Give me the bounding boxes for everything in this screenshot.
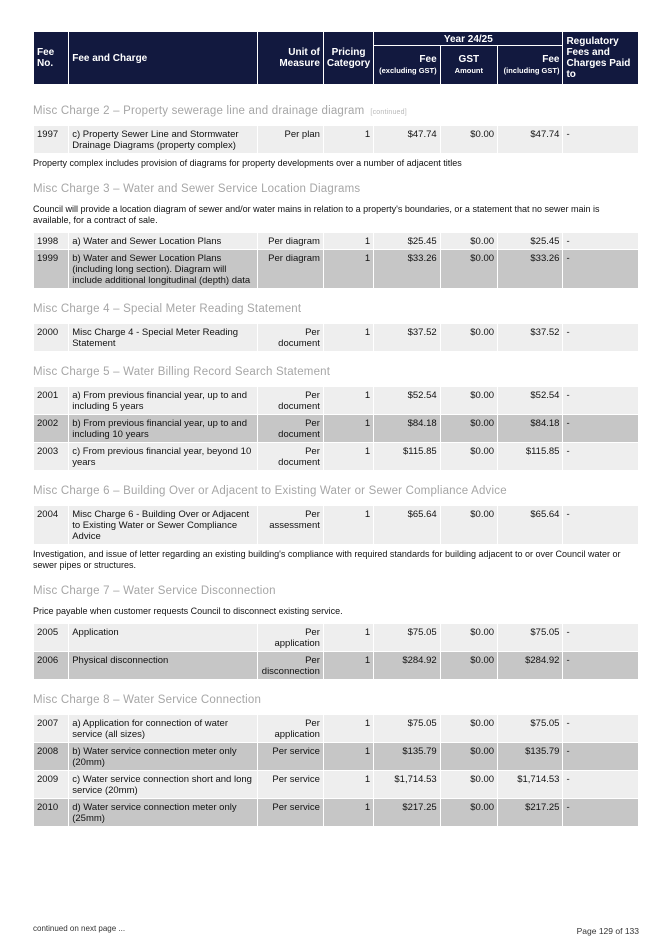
table-row xyxy=(34,233,638,249)
unit-cell: Per document xyxy=(258,387,322,414)
regulatory-cell: - xyxy=(563,415,638,442)
fee-no-cell: 2000 xyxy=(34,324,68,351)
unit-cell: Per service xyxy=(258,799,322,826)
fee-schedule-page xyxy=(33,31,639,827)
category-cell: 1 xyxy=(324,324,373,351)
fee-table xyxy=(33,232,639,289)
fee-excl-cell: $217.25 xyxy=(374,799,439,826)
fee-excl-cell: $25.45 xyxy=(374,233,439,249)
fee-excl-cell: $1,714.53 xyxy=(374,771,439,798)
regulatory-cell: - xyxy=(563,743,638,770)
regulatory-cell: - xyxy=(563,324,638,351)
category-cell: 1 xyxy=(324,126,373,153)
fee-no-cell: 2010 xyxy=(34,799,68,826)
fee-incl-cell: $135.79 xyxy=(498,743,562,770)
table-row xyxy=(34,324,638,351)
unit-cell: Per diagram xyxy=(258,250,322,288)
description-cell: Physical disconnection xyxy=(69,652,257,679)
fee-excl-cell: $75.05 xyxy=(374,624,439,651)
section-title xyxy=(33,483,639,499)
regulatory-cell: - xyxy=(563,506,638,544)
section-title xyxy=(33,103,639,119)
unit-cell: Per service xyxy=(258,743,322,770)
unit-cell: Per document xyxy=(258,324,322,351)
section-title-text: Misc Charge 5 – Water Billing Record Search Statement xyxy=(33,366,331,378)
regulatory-cell: - xyxy=(563,771,638,798)
fee-incl-cell: $25.45 xyxy=(498,233,562,249)
header-table xyxy=(33,31,639,85)
gst-cell: $0.00 xyxy=(441,250,497,288)
fee-incl-cell: $284.92 xyxy=(498,652,562,679)
section-note: Price payable when customer requests Council to disconnect existing service. xyxy=(33,606,343,616)
section-title xyxy=(33,692,639,708)
category-cell: 1 xyxy=(324,233,373,249)
fee-no-cell: 2005 xyxy=(34,624,68,651)
col-gst xyxy=(441,46,497,84)
fee-no-cell: 2002 xyxy=(34,415,68,442)
col-fee-incl-label: Fee xyxy=(542,54,560,65)
fee-incl-cell: $33.26 xyxy=(498,250,562,288)
page-number: Page 129 of 133 xyxy=(576,926,639,936)
section-title-text: Misc Charge 4 – Special Meter Reading Statement xyxy=(33,303,302,315)
fee-no-cell: 2007 xyxy=(34,715,68,742)
regulatory-cell: - xyxy=(563,715,638,742)
description-cell: d) Water service connection meter only (25mm) xyxy=(69,799,257,826)
col-fee-incl-sub: (including GST) xyxy=(503,66,560,75)
fee-no-cell: 1998 xyxy=(34,233,68,249)
category-cell: 1 xyxy=(324,443,373,470)
col-regulatory: Regulatory Fees and Charges Paid to xyxy=(563,32,638,84)
sections-container xyxy=(33,103,639,827)
unit-cell: Per plan xyxy=(258,126,322,153)
gst-cell: $0.00 xyxy=(441,715,497,742)
description-cell: c) Property Sewer Line and Stormwater Drainage Diagrams (property complex) xyxy=(69,126,257,153)
fee-table xyxy=(33,125,639,154)
regulatory-cell: - xyxy=(563,652,638,679)
col-fee-and-charge: Fee and Charge xyxy=(69,32,257,84)
fee-excl-cell: $115.85 xyxy=(374,443,439,470)
section-title xyxy=(33,301,639,317)
description-cell: b) Water service connection meter only (20mm) xyxy=(69,743,257,770)
description-cell: Misc Charge 6 - Building Over or Adjacent to Existing Water or Sewer Compliance Advice xyxy=(69,506,257,544)
fee-excl-cell: $75.05 xyxy=(374,715,439,742)
section-title-text: Misc Charge 7 – Water Service Disconnection xyxy=(33,585,276,597)
fee-no-cell: 1999 xyxy=(34,250,68,288)
fee-excl-cell: $33.26 xyxy=(374,250,439,288)
fee-incl-cell: $65.64 xyxy=(498,506,562,544)
table-row xyxy=(34,415,638,442)
fee-incl-cell: $115.85 xyxy=(498,443,562,470)
gst-cell: $0.00 xyxy=(441,624,497,651)
unit-cell: Per diagram xyxy=(258,233,322,249)
gst-cell: $0.00 xyxy=(441,233,497,249)
description-cell: Misc Charge 4 - Special Meter Reading Statement xyxy=(69,324,257,351)
description-cell: Application xyxy=(69,624,257,651)
fee-no-cell: 2008 xyxy=(34,743,68,770)
gst-cell: $0.00 xyxy=(441,652,497,679)
gst-cell: $0.00 xyxy=(441,743,497,770)
fee-excl-cell: $65.64 xyxy=(374,506,439,544)
description-cell: a) Water and Sewer Location Plans xyxy=(69,233,257,249)
table-row xyxy=(34,743,638,770)
gst-cell: $0.00 xyxy=(441,771,497,798)
col-fee-excl-sub: (excluding GST) xyxy=(379,66,437,75)
table-row xyxy=(34,250,638,288)
fee-incl-cell: $52.54 xyxy=(498,387,562,414)
description-cell: a) From previous financial year, up to and including 5 years xyxy=(69,387,257,414)
fee-incl-cell: $1,714.53 xyxy=(498,771,562,798)
gst-cell: $0.00 xyxy=(441,799,497,826)
description-cell: b) Water and Sewer Location Plans (including long section). Diagram will include additional longitudinal (depth) data xyxy=(69,250,257,288)
table-row xyxy=(34,387,638,414)
fee-no-cell: 2006 xyxy=(34,652,68,679)
table-row xyxy=(34,506,638,544)
description-cell: a) Application for connection of water service (all sizes) xyxy=(69,715,257,742)
fee-table xyxy=(33,623,639,680)
regulatory-cell: - xyxy=(563,624,638,651)
category-cell: 1 xyxy=(324,771,373,798)
unit-cell: Per service xyxy=(258,771,322,798)
unit-cell: Per application xyxy=(258,715,322,742)
col-gst-sub: Amount xyxy=(454,66,483,75)
fee-table xyxy=(33,323,639,352)
fee-table xyxy=(33,386,639,471)
fee-no-cell: 2003 xyxy=(34,443,68,470)
col-fee-incl xyxy=(498,46,562,84)
table-row xyxy=(34,126,638,153)
col-unit-of-measure: Unit of Measure xyxy=(258,32,322,84)
continued-note: continued on next page ... xyxy=(33,924,126,933)
category-cell: 1 xyxy=(324,715,373,742)
col-fee-excl xyxy=(374,46,439,84)
fee-excl-cell: $135.79 xyxy=(374,743,439,770)
gst-cell: $0.00 xyxy=(441,443,497,470)
fee-table xyxy=(33,714,639,827)
fee-excl-cell: $47.74 xyxy=(374,126,439,153)
fee-incl-cell: $75.05 xyxy=(498,624,562,651)
regulatory-cell: - xyxy=(563,126,638,153)
fee-no-cell: 2004 xyxy=(34,506,68,544)
fee-incl-cell: $75.05 xyxy=(498,715,562,742)
description-cell: c) From previous financial year, beyond 10 years xyxy=(69,443,257,470)
table-row xyxy=(34,624,638,651)
fee-incl-cell: $47.74 xyxy=(498,126,562,153)
fee-incl-cell: $217.25 xyxy=(498,799,562,826)
col-fee-excl-label: Fee xyxy=(419,54,437,65)
fee-excl-cell: $284.92 xyxy=(374,652,439,679)
section-title xyxy=(33,181,639,197)
description-cell: b) From previous financial year, up to and including 10 years xyxy=(69,415,257,442)
fee-no-cell: 2009 xyxy=(34,771,68,798)
section-title xyxy=(33,364,639,380)
section-title-text: Misc Charge 3 – Water and Sewer Service Location Diagrams xyxy=(33,183,361,195)
category-cell: 1 xyxy=(324,250,373,288)
category-cell: 1 xyxy=(324,415,373,442)
table-row xyxy=(34,715,638,742)
section-title-text: Misc Charge 8 – Water Service Connection xyxy=(33,694,262,706)
fee-incl-cell: $84.18 xyxy=(498,415,562,442)
table-row xyxy=(34,799,638,826)
section-note: Council will provide a location diagram of sewer and/or water mains in relation to a property's boundaries, or a statement that no sewer main is available, for a contract of sale. xyxy=(33,204,600,225)
fee-excl-cell: $52.54 xyxy=(374,387,439,414)
fee-excl-cell: $84.18 xyxy=(374,415,439,442)
unit-cell: Per assessment xyxy=(258,506,322,544)
category-cell: 1 xyxy=(324,652,373,679)
section-note: Investigation, and issue of letter regarding an existing building's compliance with required standards for building adjacent to or over Council water or sewer pipes or structures. xyxy=(33,549,621,570)
unit-cell: Per application xyxy=(258,624,322,651)
regulatory-cell: - xyxy=(563,233,638,249)
unit-cell: Per disconnection xyxy=(258,652,322,679)
fee-incl-cell: $37.52 xyxy=(498,324,562,351)
regulatory-cell: - xyxy=(563,799,638,826)
section-title-text: Misc Charge 6 – Building Over or Adjacent to Existing Water or Sewer Compliance Advice xyxy=(33,485,507,497)
fee-no-cell: 1997 xyxy=(34,126,68,153)
table-row xyxy=(34,652,638,679)
category-cell: 1 xyxy=(324,387,373,414)
table-row xyxy=(34,443,638,470)
section-continued-label: [continued] xyxy=(370,109,407,116)
gst-cell: $0.00 xyxy=(441,126,497,153)
col-year: Year 24/25 xyxy=(374,32,562,45)
fee-no-cell: 2001 xyxy=(34,387,68,414)
gst-cell: $0.00 xyxy=(441,387,497,414)
col-fee-no: Fee No. xyxy=(34,32,68,84)
section-title xyxy=(33,583,639,599)
category-cell: 1 xyxy=(324,743,373,770)
fee-excl-cell: $37.52 xyxy=(374,324,439,351)
category-cell: 1 xyxy=(324,624,373,651)
gst-cell: $0.00 xyxy=(441,506,497,544)
fee-table xyxy=(33,505,639,545)
gst-cell: $0.00 xyxy=(441,324,497,351)
regulatory-cell: - xyxy=(563,387,638,414)
category-cell: 1 xyxy=(324,799,373,826)
table-row xyxy=(34,771,638,798)
gst-cell: $0.00 xyxy=(441,415,497,442)
section-title-text: Misc Charge 2 – Property sewerage line and drainage diagram xyxy=(33,105,365,117)
regulatory-cell: - xyxy=(563,250,638,288)
section-note: Property complex includes provision of diagrams for property developments over a number of adjacent titles xyxy=(33,158,462,168)
col-gst-label: GST xyxy=(458,54,480,65)
description-cell: c) Water service connection short and long service (20mm) xyxy=(69,771,257,798)
unit-cell: Per document xyxy=(258,443,322,470)
unit-cell: Per document xyxy=(258,415,322,442)
regulatory-cell: - xyxy=(563,443,638,470)
category-cell: 1 xyxy=(324,506,373,544)
col-pricing-category: Pricing Category xyxy=(324,32,373,84)
